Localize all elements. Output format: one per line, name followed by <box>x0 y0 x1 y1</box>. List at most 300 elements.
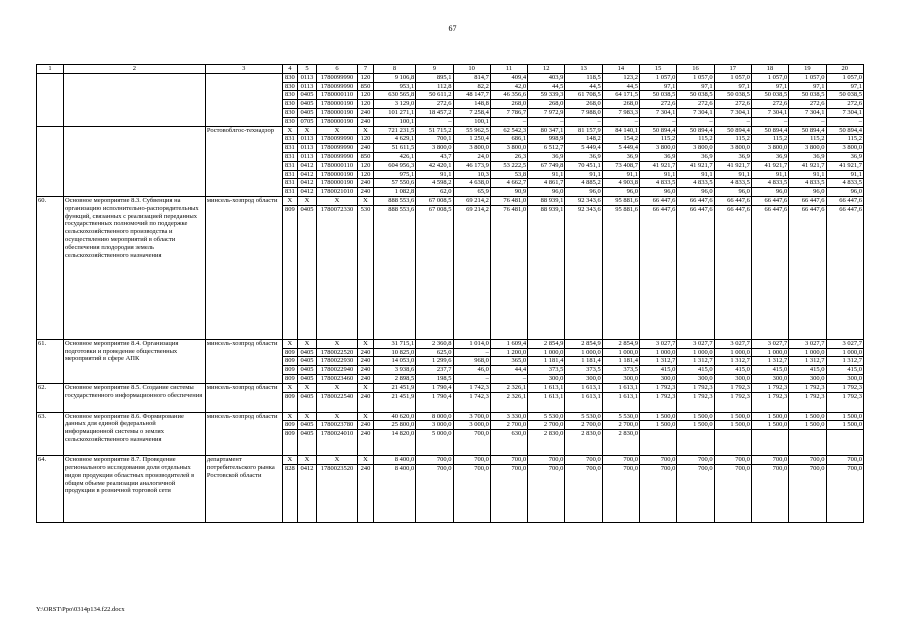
table-cell <box>751 430 788 456</box>
table-cell: 1 613,1 <box>602 392 639 412</box>
table-cell: 66 447,6 <box>677 205 714 339</box>
table-cell: 7 988,0 <box>565 108 602 117</box>
table-cell: 1 792,3 <box>789 383 826 392</box>
table-cell: 88 939,1 <box>528 196 565 205</box>
table-row <box>37 383 864 392</box>
table-cell: 0705 <box>298 117 317 126</box>
table-cell: 2 326,1 <box>490 392 527 412</box>
budget-table <box>36 64 864 523</box>
table-cell: 809 <box>282 374 298 383</box>
column-number: 1 <box>37 65 64 74</box>
table-cell: 272,6 <box>416 100 453 109</box>
table-cell: 700,0 <box>490 456 527 465</box>
table-cell: 96,0 <box>751 188 788 197</box>
table-cell: 1 312,7 <box>751 357 788 366</box>
table-cell: 1 000,0 <box>640 348 677 357</box>
table-cell: 73 408,7 <box>602 161 639 170</box>
table-cell <box>677 430 714 456</box>
table-cell: 62 542,3 <box>490 126 527 135</box>
table-cell: 97,1 <box>714 82 751 91</box>
table-cell: 0113 <box>298 82 317 91</box>
table-cell: X <box>316 339 357 348</box>
table-cell: 3 800,0 <box>789 144 826 153</box>
table-cell: 4 833,5 <box>714 179 751 188</box>
table-cell: X <box>358 196 374 205</box>
table-cell: 96,0 <box>565 188 602 197</box>
table-cell: 1780000190 <box>316 108 357 117</box>
table-cell: 1 057,0 <box>751 73 788 82</box>
column-number: 4 <box>282 65 298 74</box>
table-cell: 7 983,3 <box>602 108 639 117</box>
table-row <box>37 126 864 135</box>
column-number: 15 <box>640 65 677 74</box>
table-cell: 7 304,1 <box>640 108 677 117</box>
table-cell: 120 <box>358 100 374 109</box>
table-cell: 0113 <box>298 144 317 153</box>
table-cell: 3 800,0 <box>826 144 864 153</box>
table-cell: 66 447,6 <box>789 196 826 205</box>
table-cell: 700,0 <box>416 464 453 522</box>
table-cell: 415,0 <box>677 366 714 375</box>
executor-name: Ростовоблгос-технадзор <box>205 126 282 196</box>
table-cell: 50 038,5 <box>677 91 714 100</box>
table-cell: 7 304,1 <box>789 108 826 117</box>
table-cell: 66 447,6 <box>826 205 864 339</box>
table-cell: 1 057,0 <box>826 73 864 82</box>
table-cell: X <box>282 383 298 392</box>
table-cell: 2 700,0 <box>602 421 639 430</box>
table-cell: – <box>528 117 565 126</box>
table-cell: 41 921,7 <box>826 161 864 170</box>
table-cell: 50 038,5 <box>826 91 864 100</box>
table-cell: 4 662,7 <box>490 179 527 188</box>
table-cell: 67 008,5 <box>416 196 453 205</box>
table-cell: 809 <box>282 205 298 339</box>
table-cell: 1780099990 <box>316 73 357 82</box>
table-cell: 36,9 <box>565 152 602 161</box>
table-cell: 300,0 <box>602 374 639 383</box>
table-cell: 1 299,6 <box>416 357 453 366</box>
table-cell: 82,2 <box>453 82 490 91</box>
table-cell: 625,0 <box>416 348 453 357</box>
table-cell: 415,0 <box>751 366 788 375</box>
table-cell: 1 613,1 <box>565 383 602 392</box>
table-cell: 700,0 <box>453 430 490 456</box>
table-cell: 830 <box>282 91 298 100</box>
table-cell: 120 <box>358 170 374 179</box>
table-cell: 91,1 <box>789 170 826 179</box>
table-cell: 44,5 <box>602 82 639 91</box>
table-cell: 700,0 <box>714 464 751 522</box>
column-number: 13 <box>565 65 602 74</box>
table-cell: 42,0 <box>490 82 527 91</box>
table-cell: 1 500,0 <box>751 421 788 430</box>
table-cell: 96,0 <box>714 188 751 197</box>
table-cell: 90,9 <box>490 188 527 197</box>
table-cell: 1780099990 <box>316 135 357 144</box>
column-number: 7 <box>358 65 374 74</box>
table-cell: 1 790,4 <box>416 392 453 412</box>
table-cell: 36,9 <box>826 152 864 161</box>
table-cell <box>789 430 826 456</box>
table-cell: 426,1 <box>373 152 415 161</box>
table-cell: 850 <box>358 82 374 91</box>
table-cell: 66 447,6 <box>640 205 677 339</box>
table-cell: 0405 <box>298 91 317 100</box>
column-number: 3 <box>205 65 282 74</box>
table-cell: 0412 <box>298 170 317 179</box>
table-cell: 4 833,5 <box>751 179 788 188</box>
table-cell: 272,6 <box>677 100 714 109</box>
table-cell: 700,0 <box>751 464 788 522</box>
table-cell: 415,0 <box>714 366 751 375</box>
measure-number: 62. <box>37 383 64 412</box>
table-cell: 1 500,0 <box>714 412 751 421</box>
table-cell: 1 082,8 <box>373 188 415 197</box>
table-cell: 69 214,2 <box>453 196 490 205</box>
table-cell: 1 500,0 <box>826 421 864 430</box>
table-cell: 809 <box>282 430 298 456</box>
table-cell: 300,0 <box>789 374 826 383</box>
table-cell: 0405 <box>298 374 317 383</box>
table-cell: 0405 <box>298 357 317 366</box>
table-cell: 831 <box>282 179 298 188</box>
table-cell: 26,3 <box>490 152 527 161</box>
table-cell: 14 053,0 <box>373 357 415 366</box>
table-cell: 4 833,5 <box>789 179 826 188</box>
table-cell: 91,1 <box>714 170 751 179</box>
executor-name: минсель-хозпрод области <box>205 412 282 456</box>
table-cell: 2 360,8 <box>416 339 453 348</box>
table-cell: 1 500,0 <box>677 412 714 421</box>
table-cell: 1 057,0 <box>677 73 714 82</box>
table-cell: 1 792,3 <box>826 392 864 412</box>
table-cell: 36,9 <box>789 152 826 161</box>
column-number: 8 <box>373 65 415 74</box>
table-cell: 1 790,4 <box>416 383 453 392</box>
table-cell: 1 000,0 <box>714 348 751 357</box>
table-cell: 814,7 <box>453 73 490 82</box>
table-cell: 1780099990 <box>316 82 357 91</box>
table-cell: 10 825,0 <box>373 348 415 357</box>
table-cell: 50 894,4 <box>826 126 864 135</box>
table-cell: 1780000190 <box>316 179 357 188</box>
table-cell: 5 449,4 <box>602 144 639 153</box>
table-cell: 0405 <box>298 108 317 117</box>
measure-number: 60. <box>37 196 64 339</box>
table-cell: 97,1 <box>789 82 826 91</box>
table-cell: 69 214,2 <box>453 205 490 339</box>
table-cell: – <box>826 117 864 126</box>
table-cell: 41 921,7 <box>789 161 826 170</box>
table-cell: 4 903,8 <box>602 179 639 188</box>
table-cell: 0113 <box>298 152 317 161</box>
measure-description: Основное мероприятие 8.5. Создание системы государственного информационного обеспечения <box>63 383 205 412</box>
table-cell: 831 <box>282 188 298 197</box>
table-cell: 1 613,1 <box>528 392 565 412</box>
table-cell: – <box>751 117 788 126</box>
table-cell: 272,6 <box>826 100 864 109</box>
table-cell: 700,0 <box>528 464 565 522</box>
table-cell: 530 <box>358 205 374 339</box>
table-cell: 84 140,1 <box>602 126 639 135</box>
table-cell: 953,1 <box>373 82 415 91</box>
table-cell: 831 <box>282 144 298 153</box>
column-number: 2 <box>63 65 205 74</box>
table-cell: 120 <box>358 73 374 82</box>
table-cell: 46,0 <box>453 366 490 375</box>
table-cell: 300,0 <box>751 374 788 383</box>
table-cell: 3 700,0 <box>453 412 490 421</box>
table-cell: 3 027,7 <box>677 339 714 348</box>
table-cell: 36,9 <box>677 152 714 161</box>
table-cell: 4 885,2 <box>565 179 602 188</box>
table-cell: 88 939,1 <box>528 205 565 339</box>
table-cell: 97,1 <box>826 82 864 91</box>
table-cell: 1 000,0 <box>789 348 826 357</box>
table-cell: 81 157,9 <box>565 126 602 135</box>
measure-number: 61. <box>37 339 64 383</box>
table-cell: 96,0 <box>677 188 714 197</box>
table-cell: – <box>640 117 677 126</box>
table-cell: 5 530,0 <box>602 412 639 421</box>
table-cell: 2 898,5 <box>373 374 415 383</box>
table-cell: 118,5 <box>565 73 602 82</box>
table-cell: X <box>316 456 357 465</box>
table-cell: 1780022940 <box>316 366 357 375</box>
table-cell: 700,0 <box>490 464 527 522</box>
table-cell: 44,5 <box>565 82 602 91</box>
table-cell: 91,1 <box>565 170 602 179</box>
table-cell: – <box>714 117 751 126</box>
table-cell: X <box>298 126 317 135</box>
table-cell: 3 000,0 <box>416 421 453 430</box>
table-cell: 1 000,0 <box>677 348 714 357</box>
table-cell: 1780000190 <box>316 170 357 179</box>
table-cell: 44,5 <box>528 82 565 91</box>
table-cell: 721 231,5 <box>373 126 415 135</box>
table-cell: 64 171,5 <box>602 91 639 100</box>
table-cell: 3 027,7 <box>714 339 751 348</box>
table-cell: X <box>282 339 298 348</box>
table-cell: 1 000,0 <box>826 348 864 357</box>
table-cell: 809 <box>282 366 298 375</box>
table-cell: 66 447,6 <box>714 196 751 205</box>
table-cell: 21 451,9 <box>373 392 415 412</box>
table-cell: 300,0 <box>714 374 751 383</box>
table-cell: 50 038,5 <box>751 91 788 100</box>
table-cell: 7 304,1 <box>826 108 864 117</box>
table-cell: 700,0 <box>640 456 677 465</box>
table-cell: 66 447,6 <box>789 205 826 339</box>
table-cell: 50 894,4 <box>677 126 714 135</box>
empty-cell <box>37 73 64 126</box>
table-cell: 1780022520 <box>316 348 357 357</box>
table-cell: 91,1 <box>826 170 864 179</box>
table-cell: 1 000,0 <box>602 348 639 357</box>
table-cell: 10,3 <box>453 170 490 179</box>
table-cell: 6 512,7 <box>528 144 565 153</box>
table-cell: 4 629,1 <box>373 135 415 144</box>
table-cell: 272,6 <box>789 100 826 109</box>
table-cell: 240 <box>358 421 374 430</box>
table-cell: 31 715,1 <box>373 339 415 348</box>
table-cell: 1 057,0 <box>640 73 677 82</box>
table-cell: 831 <box>282 135 298 144</box>
empty-cell <box>63 73 205 126</box>
table-cell: 700,0 <box>453 456 490 465</box>
table-cell: 850 <box>358 152 374 161</box>
table-cell: 67 749,8 <box>528 161 565 170</box>
table-cell: 240 <box>358 392 374 412</box>
table-cell: 3 800,0 <box>714 144 751 153</box>
table-cell: 237,7 <box>416 366 453 375</box>
table-cell: 1 792,3 <box>714 383 751 392</box>
table-cell: 91,1 <box>677 170 714 179</box>
column-number: 19 <box>789 65 826 74</box>
table-cell: 700,0 <box>565 464 602 522</box>
column-number: 11 <box>490 65 527 74</box>
column-number: 16 <box>677 65 714 74</box>
table-cell: 1780099990 <box>316 152 357 161</box>
table-cell: – <box>453 374 490 383</box>
table-cell: 830 <box>282 117 298 126</box>
table-cell: X <box>316 383 357 392</box>
table-cell: 240 <box>358 366 374 375</box>
table-cell: – <box>490 117 527 126</box>
table-cell: 300,0 <box>640 374 677 383</box>
table-cell <box>640 430 677 456</box>
table-cell: 415,0 <box>640 366 677 375</box>
table-cell: 50 038,5 <box>789 91 826 100</box>
table-cell: 700,0 <box>677 456 714 465</box>
table-cell: 809 <box>282 421 298 430</box>
table-cell: 154,2 <box>602 135 639 144</box>
table-cell: X <box>358 456 374 465</box>
table-cell: 830 <box>282 82 298 91</box>
table-cell: X <box>298 339 317 348</box>
table-cell: 1780021010 <box>316 188 357 197</box>
table-cell: 97,1 <box>677 82 714 91</box>
table-cell: 80 347,1 <box>528 126 565 135</box>
table-cell: 0412 <box>298 464 317 522</box>
table-cell: 1 014,0 <box>453 339 490 348</box>
table-cell: 700,0 <box>602 464 639 522</box>
table-cell: 0405 <box>298 205 317 339</box>
table-cell: 268,0 <box>490 100 527 109</box>
table-cell: 41 921,7 <box>640 161 677 170</box>
table-cell: 115,2 <box>751 135 788 144</box>
table-cell: 1 312,7 <box>826 357 864 366</box>
table-cell: 1 312,7 <box>640 357 677 366</box>
table-cell: 700,0 <box>677 464 714 522</box>
table-cell: 115,2 <box>826 135 864 144</box>
table-cell: 41 921,7 <box>677 161 714 170</box>
table-cell: 2 700,0 <box>565 421 602 430</box>
column-number: 10 <box>453 65 490 74</box>
measure-description: Основное мероприятие 8.7. Проведение регионального исследования доли отдельных видов продукции областных производителей в общем объеме реализации аналогичной продукции в розничной торговой сети <box>63 456 205 523</box>
table-cell: 50 894,4 <box>714 126 751 135</box>
table-cell: 0405 <box>298 366 317 375</box>
table-cell: 3 000,0 <box>453 421 490 430</box>
table-cell: 120 <box>358 91 374 100</box>
table-cell: 0412 <box>298 179 317 188</box>
table-cell: 67 008,5 <box>416 205 453 339</box>
table-cell: 66 447,6 <box>751 205 788 339</box>
table-cell: 50 894,4 <box>640 126 677 135</box>
table-cell: X <box>282 412 298 421</box>
table-cell: 240 <box>358 144 374 153</box>
table-cell: 1 181,4 <box>602 357 639 366</box>
table-cell: 115,2 <box>714 135 751 144</box>
table-cell: 1 792,3 <box>640 383 677 392</box>
table-cell: 1 613,1 <box>565 392 602 412</box>
table-cell: 0405 <box>298 392 317 412</box>
table-cell: 50 038,5 <box>640 91 677 100</box>
table-cell: 36,9 <box>528 152 565 161</box>
table-cell: 1 000,0 <box>565 348 602 357</box>
empty-cell <box>63 126 205 196</box>
table-cell: 0113 <box>298 73 317 82</box>
table-cell: 700,0 <box>714 456 751 465</box>
table-cell: 1 057,0 <box>789 73 826 82</box>
header-row <box>37 65 864 74</box>
table-cell: – <box>565 117 602 126</box>
table-cell: 92 343,6 <box>565 205 602 339</box>
table-cell: 1 742,3 <box>453 392 490 412</box>
table-cell: 50 611,2 <box>416 91 453 100</box>
table-cell: 91,1 <box>640 170 677 179</box>
table-cell: X <box>358 412 374 421</box>
table-cell: – <box>490 374 527 383</box>
table-cell: 115,2 <box>640 135 677 144</box>
table-cell <box>826 430 864 456</box>
table-cell: 1 312,7 <box>677 357 714 366</box>
table-cell: 5 449,4 <box>565 144 602 153</box>
table-cell: 1 250,4 <box>453 135 490 144</box>
table-cell: 50 038,5 <box>714 91 751 100</box>
table-cell: 888 553,6 <box>373 205 415 339</box>
table-cell: 1 500,0 <box>789 412 826 421</box>
table-cell: 1 609,4 <box>490 339 527 348</box>
table-cell: 53 222,5 <box>490 161 527 170</box>
table-cell: 100,1 <box>373 117 415 126</box>
table-cell: 7 304,1 <box>714 108 751 117</box>
table-cell: 3 027,7 <box>826 339 864 348</box>
table-cell: 373,5 <box>528 366 565 375</box>
table-cell: 1 792,3 <box>751 383 788 392</box>
table-cell: 96,0 <box>602 188 639 197</box>
table-cell: X <box>282 196 298 205</box>
table-cell: 998,9 <box>528 135 565 144</box>
table-cell: 1780023780 <box>316 421 357 430</box>
table-cell: 95 881,6 <box>602 196 639 205</box>
table-cell: 51 715,2 <box>416 126 453 135</box>
table-cell: 148,8 <box>453 100 490 109</box>
table-cell: 1780000110 <box>316 91 357 100</box>
table-cell: 415,0 <box>826 366 864 375</box>
table-cell: 1780022540 <box>316 392 357 412</box>
table-cell: 1 500,0 <box>826 412 864 421</box>
table-cell: 0405 <box>298 100 317 109</box>
table-cell: 700,0 <box>640 464 677 522</box>
table-cell: 112,8 <box>416 82 453 91</box>
table-cell: 59 339,3 <box>528 91 565 100</box>
table-cell: 700,0 <box>453 464 490 522</box>
table-cell: 0113 <box>298 135 317 144</box>
table-cell: 1 200,0 <box>490 348 527 357</box>
column-number: 5 <box>298 65 317 74</box>
